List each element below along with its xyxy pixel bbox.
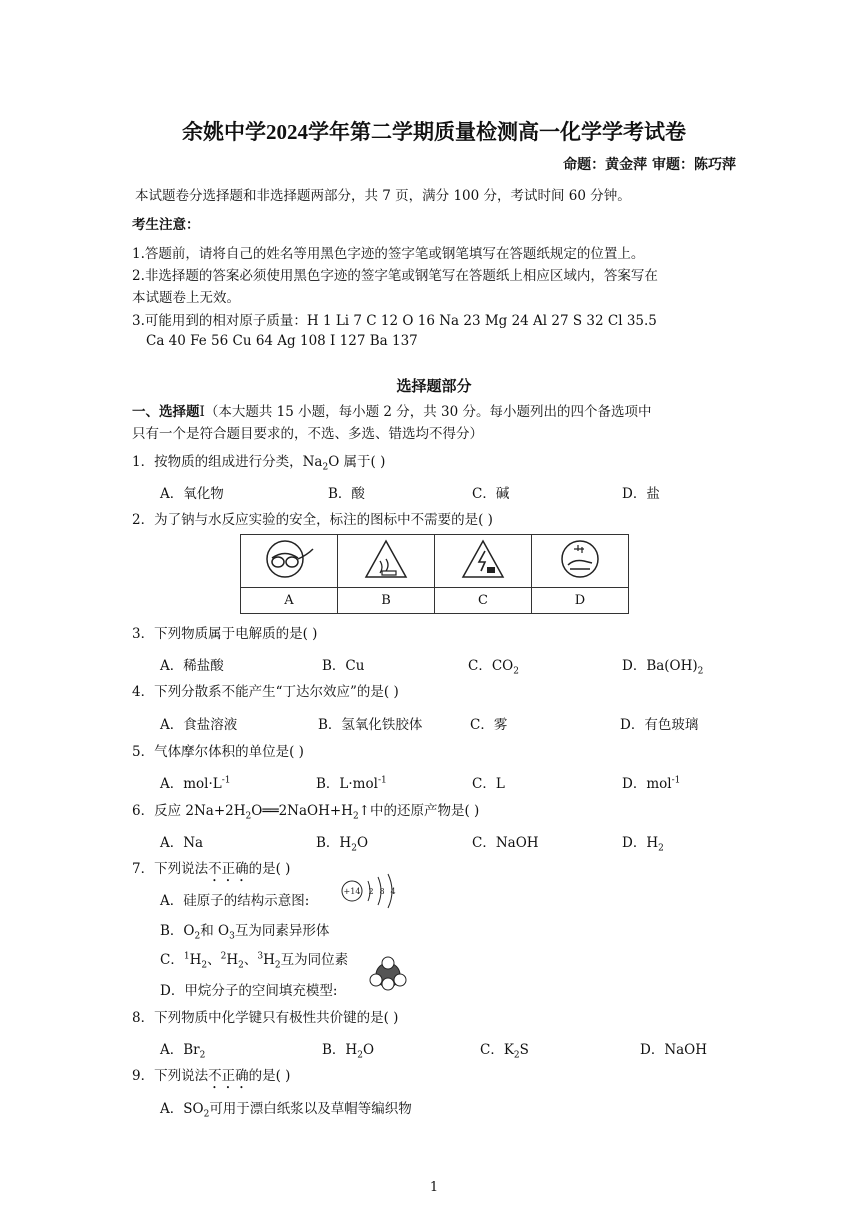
q6-option-c: C．NaOH <box>472 835 539 851</box>
q2-icon-table <box>240 534 629 614</box>
svg-text:8: 8 <box>379 887 385 896</box>
section-head-2: 只有一个是符合题目要求的，不选、多选、错选均不得分） <box>132 426 483 442</box>
authors: 命题：黄金萍 审题：陈巧萍 <box>563 157 736 173</box>
q4-option-d: D．有色玻璃 <box>620 717 699 733</box>
q2-stem: 2．为了钠与水反应实验的安全，标注的图标中不需要的是( ) <box>132 512 493 528</box>
q5-stem: 5．气体摩尔体积的单位是( ) <box>132 744 304 760</box>
note-2: 2.非选择题的答案必须使用黑色字迹的签字笔或钢笔写在答题纸上相应区域内，答案写在 <box>132 268 658 284</box>
silicon-atom-diagram-icon <box>338 872 402 910</box>
electric-hazard-icon <box>435 535 532 588</box>
q9-stem: 9．下列说法不正确的是( ) <box>132 1068 291 1084</box>
q5-option-d: D．mol$^{-1}$ <box>622 775 681 792</box>
q7-option-d: D．甲烷分子的空间填充模型: <box>160 983 338 999</box>
page-number: 1 <box>429 1180 439 1195</box>
goggles-icon <box>241 535 338 588</box>
q2-label-a: A <box>241 588 338 614</box>
q8-stem: 8．下列物质中化学键只有极性共价键的是( ) <box>132 1010 399 1026</box>
q7-option-a: A．硅原子的结构示意图: <box>160 893 310 909</box>
q6-option-d: D．$H_2$ <box>622 835 664 854</box>
q1-option-a: A．氧化物 <box>160 486 224 502</box>
q8-option-a: A．$Br_2$ <box>160 1042 206 1061</box>
q3-option-a: A．稀盐酸 <box>160 658 224 674</box>
q3-option-c: C．$CO_2$ <box>468 658 519 677</box>
notice-title: 考生注意： <box>132 217 200 233</box>
methane-model-icon <box>368 956 408 992</box>
q2-label-c: C <box>435 588 532 614</box>
q1-option-d: D．盐 <box>622 486 660 502</box>
q1-option-b: B．酸 <box>328 486 365 502</box>
page-title: 余姚中学2024学年第二学期质量检测高一化学学考试卷 <box>182 120 686 144</box>
q6-option-b: B．$H_2O$ <box>316 835 369 854</box>
q1-option-c: C．碱 <box>472 486 510 502</box>
q4-stem: 4．下列分散系不能产生“丁达尔效应”的是( ) <box>132 684 399 700</box>
q8-option-c: C．$K_2S$ <box>480 1042 529 1061</box>
q9-option-a: A．$SO_2$可用于漂白纸浆以及草帽等编织物 <box>160 1101 412 1120</box>
q4-option-b: B．氢氧化铁胶体 <box>318 717 423 733</box>
q3-stem: 3．下列物质属于电解质的是( ) <box>132 626 318 642</box>
q4-option-a: A．食盐溶液 <box>160 717 238 733</box>
q5-option-a: A．$mol\cdot L^{-1}$ <box>160 775 231 792</box>
q7-option-c: C．$^1H_2$、$^2H_2$、$^3H_2$互为同位素 <box>160 951 349 971</box>
q2-label-b: B <box>338 588 435 614</box>
q6-stem: 6．反应 $2Na+2H_2O══2NaOH+H_2↑$中的还原产物是( ) <box>132 803 480 822</box>
hand-wash-icon <box>532 535 629 588</box>
q1-stem: 1．按物质的组成进行分类，$Na_2O$ 属于( ) <box>132 454 386 473</box>
hot-surface-icon <box>338 535 435 588</box>
note-2-cont: 本试题卷上无效。 <box>132 290 240 306</box>
q2-label-d: D <box>532 588 629 614</box>
note-1: 1.答题前，请将自己的姓名等用黑色字迹的签字笔或钢笔填写在答题纸规定的位置上。 <box>132 246 645 262</box>
q4-option-c: C．雾 <box>470 717 508 733</box>
q5-option-c: C．L <box>472 776 505 792</box>
q8-option-b: B．$H_2O$ <box>322 1042 375 1061</box>
note-3: 3.可能用到的相对原子质量：H 1 Li 7 C 12 O 16 Na 23 Mg 24 Al 27 S 32 Cl 35.5 <box>132 313 657 329</box>
q7-stem: 7．下列说法不正确的是( ) <box>132 861 291 877</box>
section-head: 一、选择题Ⅰ（本大题共 15 小题，每小题 2 分，共 30 分。每小题列出的四个备选项中 <box>132 404 652 420</box>
svg-text:2: 2 <box>368 887 374 896</box>
q3-option-b: B．Cu <box>322 658 365 674</box>
q6-option-a: A．Na <box>160 835 204 851</box>
svg-text:+14: +14 <box>343 887 361 896</box>
section-title: 选择题部分 <box>396 377 472 395</box>
q3-option-d: D．$Ba(OH)_2$ <box>622 658 704 677</box>
svg-text:4: 4 <box>390 887 396 896</box>
q8-option-d: D．NaOH <box>640 1042 708 1058</box>
q5-option-b: B．L·mol$^{-1}$ <box>316 775 387 792</box>
intro-line: 本试题卷分选择题和非选择题两部分，共 7 页，满分 100 分，考试时间 60 分钟。 <box>135 188 631 204</box>
q7-option-b: B．$O_2$和 $O_3$互为同素异形体 <box>160 923 330 942</box>
note-3-cont: Ca 40 Fe 56 Cu 64 Ag 108 I 127 Ba 137 <box>146 333 418 349</box>
